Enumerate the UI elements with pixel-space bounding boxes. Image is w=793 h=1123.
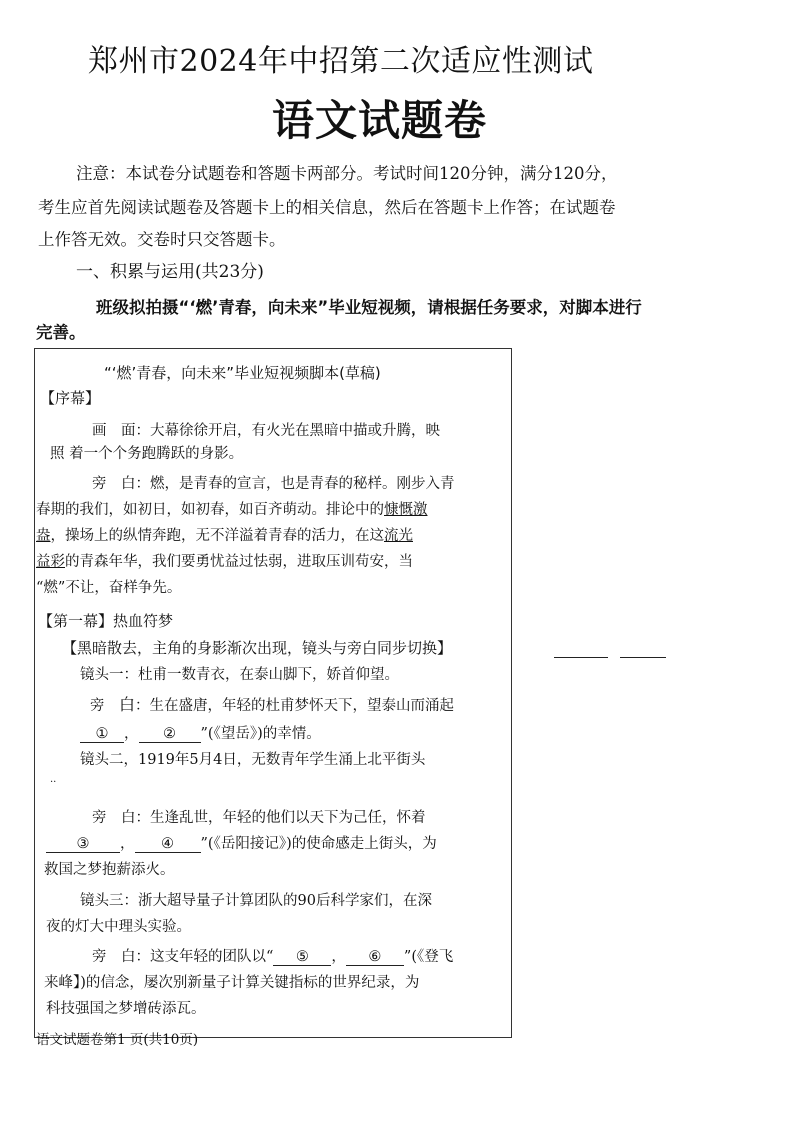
- shot-3-source: ”(《登飞: [403, 949, 454, 965]
- act1-tag: 【第一幕】热血符梦: [38, 612, 174, 630]
- shot-1: 镜头一：杜甫一数青衣，在泰山脚下，娇首仰望。: [80, 667, 399, 683]
- shot-2-line-3: 救国之梦抱薪添火。: [44, 862, 175, 878]
- act1-stage-note: 【黑暗散去，主角的身影渐次出现，镜头与旁白同步切换】: [62, 639, 453, 657]
- shot-1-narration-text: ：生在盛唐，年轻的杜甫梦怀天下，望泰山而涌起: [135, 698, 455, 714]
- shot-3-line-2: 夜的灯大中理头实验。: [46, 919, 191, 935]
- shot-2: 镜头二，1919年5月4日，无数青年学生涌上北平街头: [80, 752, 426, 768]
- notice-line-3: 上作答无效。交卷时只交答题卡。: [38, 230, 286, 249]
- prologue-line-6: [36, 550, 413, 571]
- prologue-line-2: 照 着一个个务跑腾跃的身影。: [50, 446, 244, 462]
- shot-1-source: ”(《望岳》)的幸情。: [200, 726, 321, 742]
- section-heading: 一、积累与运用(共23分): [76, 262, 264, 282]
- page-footer: 语文试题卷第1 页(共10页): [36, 1032, 199, 1048]
- shot-2-blanks: ③ ， ④ ”(《岳阳接记》)的使命感走上街头，为: [46, 832, 437, 853]
- prologue-line-7: “燃”不让，奋样争先。: [36, 580, 182, 596]
- shot-3: 镜头三：浙大超导量子计算团队的90后科学家们，在深: [80, 893, 432, 909]
- prologue-line-5-text: ，操场上的纵情奔跑，无不洋溢着青春的活力，在这: [50, 528, 384, 544]
- prologue-line-3: 旁 白：燃，是青春的宣言，也是青春的秘样。刚步入青: [92, 476, 455, 492]
- prologue-line-5: [36, 524, 413, 545]
- prologue-tag: 【序幕】: [40, 389, 101, 407]
- underlined-phrase-1a: 慷慨激: [384, 502, 428, 518]
- blank-4: ④: [135, 836, 201, 853]
- shot-2-source: ”(《岳阳接记》)的使命感走上街头，为: [200, 836, 437, 852]
- shot-1-narration: [90, 692, 454, 715]
- prologue-line-4: [36, 498, 428, 519]
- script-title: “‘燃’青春，向未来”毕业短视频脚本(草稿): [104, 364, 381, 382]
- blank-3: ③: [46, 836, 120, 853]
- shot-2-narration: 旁 白：生逢乱世，年轻的他们以天下为己任，怀着: [92, 810, 426, 826]
- underlined-phrase-2b: 益彩: [36, 554, 65, 570]
- shot-3-line-4: 科技强国之梦增砖添瓦。: [46, 1001, 206, 1017]
- notice-line-1: 注意：本试卷分试题卷和答题卡两部分。考试时间120分钟，满分120分，: [76, 164, 618, 183]
- shot-1-blanks: ① ， ② ”(《望岳》)的幸情。: [80, 722, 321, 743]
- side-answer-line-2: [620, 657, 666, 658]
- narration-label-b: 白: [119, 695, 136, 714]
- shot-3-narration-text: 旁 白：这支年轻的团队以“: [92, 949, 274, 965]
- underlined-phrase-1b: 盎: [36, 528, 51, 544]
- blank-6: ⑥: [346, 949, 404, 966]
- underlined-phrase-2a: 流光: [384, 528, 413, 544]
- shot-3-narration: 旁 白：这支年轻的团队以“ ⑤ ， ⑥ ”(《登飞: [92, 949, 454, 965]
- blank-5: ⑤: [273, 949, 331, 966]
- task-line-2: 完善。: [36, 323, 86, 342]
- narration-label-a: 旁: [90, 698, 119, 714]
- exam-title: 郑州市2024年中招第二次适应性测试: [88, 44, 594, 79]
- task-line-1: 班级拟拍摄“‘燃’青春，向未来”毕业短视频，请根据任务要求，对脚本进行: [96, 298, 642, 317]
- prologue-line-6-text: 的青森年华，我们要勇忧益过怯弱，进取压训苟安，当: [65, 554, 413, 570]
- shot-3-line-3: 来峰】)的信念，屡次别新量子计算关键指标的世界纪录，为: [44, 975, 420, 991]
- paper-subtitle: 语文试题卷: [272, 96, 488, 145]
- stray-mark: ..: [50, 774, 57, 785]
- prologue-line-1: 画 面：大幕徐徐开启，有火光在黑暗中描或升腾，映: [92, 423, 440, 439]
- blank-1: ①: [80, 726, 124, 743]
- blank-2: ②: [139, 726, 201, 743]
- prologue-line-4-text: 春期的我们，如初日，如初春，如百齐萌动。排论中的: [36, 502, 384, 518]
- notice-line-2: 考生应首先阅读试题卷及答题卡上的相关信息，然后在答题卡上作答；在试题卷: [38, 198, 616, 217]
- side-answer-line-1: [554, 657, 608, 658]
